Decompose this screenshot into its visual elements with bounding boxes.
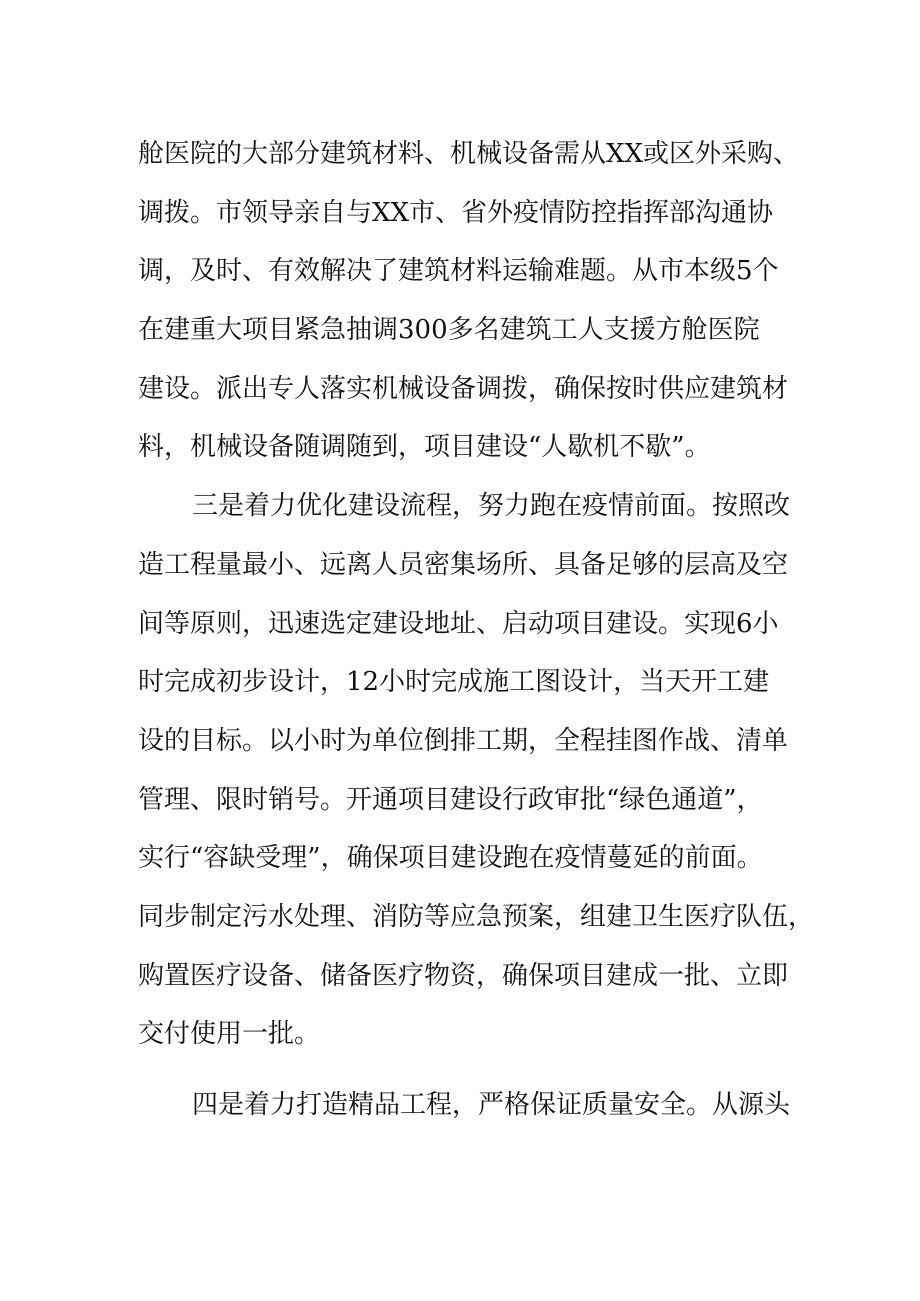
text-line: 调拨。市领导亲自与XX市、省外疫情防控指挥部沟通协 — [138, 197, 774, 228]
text-line: 购置医疗设备、储备医疗物资，确保项目建成一批、立即 — [138, 960, 789, 991]
text-line: 时完成初步设计，12小时完成施工图设计，当天开工建 — [138, 667, 770, 698]
text-line-indented: 三是着力优化建设流程，努力跑在疫情前面。按照改 — [192, 491, 791, 522]
text-line: 同步制定污水处理、消防等应急预案，组建卫生医疗队伍， — [138, 901, 815, 932]
paragraph-3 — [138, 1076, 798, 1135]
paragraph-2 — [138, 477, 815, 1064]
text-line: 料，机械设备随调随到，项目建设“人歇机不歇”。 — [138, 432, 711, 463]
text-line: 调，及时、有效解决了建筑材料运输难题。从市本级5个 — [138, 256, 779, 287]
paragraph-spacing — [138, 1064, 798, 1076]
document-body — [138, 125, 815, 1135]
text-line: 舱医院的大部分建筑材料、机械设备需从XX或区外采购、 — [138, 139, 800, 169]
text-line: 交付使用一批。 — [138, 1019, 321, 1050]
text-line: 间等原则，迅速选定建设地址、启动项目建设。实现6小 — [138, 608, 779, 639]
text-line: 建设。派出专人落实机械设备调拨，确保按时供应建筑材 — [138, 373, 789, 404]
paragraph-1 — [138, 125, 798, 477]
text-line: 在建重大项目紧急抽调300多名建筑工人支援方舱医院 — [138, 315, 760, 346]
text-line: 实行“容缺受理”，确保项目建设跑在疫情蔓延的前面。 — [138, 843, 763, 874]
text-line-indented: 四是着力打造精品工程，严格保证质量安全。从源头 — [192, 1090, 791, 1120]
text-line: 设的目标。以小时为单位倒排工期，全程挂图作战、清单 — [138, 725, 789, 756]
text-line: 造工程量最小、远离人员密集场所、具备足够的层高及空 — [138, 549, 789, 580]
text-line: 管理、限时销号。开通项目建设行政审批“绿色通道”， — [138, 784, 763, 815]
